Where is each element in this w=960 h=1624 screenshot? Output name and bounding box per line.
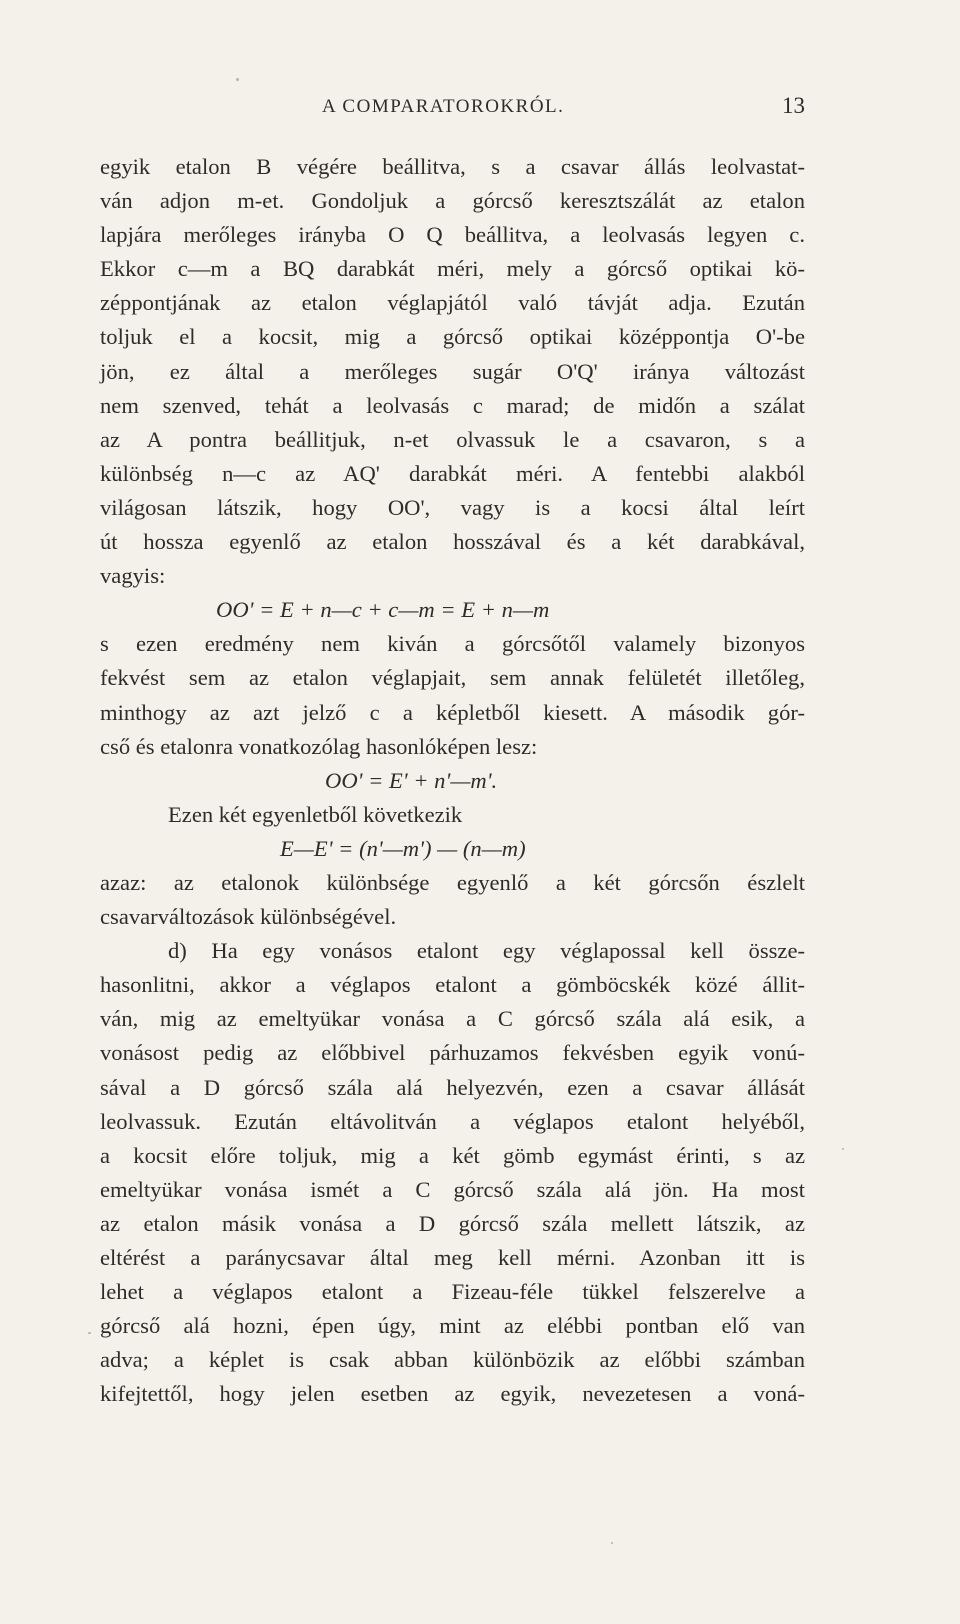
text-line: az etalon másik vonása a D górcső szála mellett látszik, az bbox=[100, 1210, 805, 1236]
running-title: A COMPARATOROKRÓL. bbox=[322, 96, 565, 117]
text-line: leolvassuk. Ezután eltávolitván a véglapos etalont helyéből, bbox=[100, 1108, 805, 1134]
text-line: lapjára merőleges irányba O Q beállitva, a leolvasás legyen c. bbox=[100, 222, 805, 248]
text-line: lehet a véglapos etalont a Fizeau-féle tükkel felszerelve a bbox=[100, 1279, 805, 1305]
text-line: jön, ez által a merőleges sugár O'Q' iránya változást bbox=[100, 358, 805, 384]
paper-speck bbox=[88, 1332, 91, 1334]
text-line: Ezen két egyenletből következik bbox=[168, 801, 463, 827]
text-line: vagyis: bbox=[100, 563, 166, 589]
text-line: adva; a képlet is csak abban különbözik az előbbi számban bbox=[100, 1347, 805, 1373]
text-line: az A pontra beállitjuk, n-et olvassuk le a csavaron, s a bbox=[100, 426, 805, 452]
text-line: út hossza egyenlő az etalon hosszával és a két darabkával, bbox=[100, 529, 805, 555]
text-line: Ekkor c—m a BQ darabkát méri, mely a górcső optikai kö- bbox=[100, 256, 805, 282]
text-line: minthogy az azt jelző c a képletből kiesett. A második gór- bbox=[100, 699, 805, 725]
text-line: s ezen eredmény nem kiván a górcsőtől valamely bizonyos bbox=[100, 631, 805, 657]
text-line: a kocsit előre toljuk, mig a két gömb egymást érinti, s az bbox=[100, 1142, 805, 1168]
equation: OO' = E' + n'—m'. bbox=[325, 767, 498, 793]
text-line: egyik etalon B végére beállitva, s a csavar állás leolvastat- bbox=[100, 154, 805, 179]
body-text bbox=[100, 150, 805, 1411]
equation: E—E' = (n'—m') — (n—m) bbox=[280, 835, 526, 861]
text-line: vonásost pedig az előbbivel párhuzamos fekvésben egyik vonú- bbox=[100, 1040, 805, 1066]
page-number: 13 bbox=[782, 93, 805, 118]
paper-speck bbox=[842, 1148, 844, 1150]
text-line: górcső alá hozni, épen úgy, mint az elébbi pontban elő van bbox=[100, 1313, 805, 1339]
text-line: világosan látszik, hogy OO', vagy is a kocsi által leírt bbox=[100, 494, 805, 520]
text-line: cső és etalonra vonatkozólag hasonlóképen lesz: bbox=[100, 733, 538, 759]
text-line: zéppontjának az etalon véglapjától való távját adja. Ezután bbox=[100, 290, 805, 316]
text-line: toljuk el a kocsit, mig a górcső optikai középpontja O'-be bbox=[100, 324, 805, 350]
text-line: fekvést sem az etalon véglapjait, sem annak felületét illetőleg, bbox=[100, 665, 805, 691]
text-line: azaz: az etalonok különbsége egyenlő a két górcsőn észlelt bbox=[100, 869, 805, 895]
text-line: eltérést a paránycsavar által meg kell mérni. Azonban itt is bbox=[100, 1245, 805, 1270]
text-line: ván adjon m-et. Gondoljuk a górcső keresztszálát az etalon bbox=[100, 188, 805, 214]
text-line: kifejtettől, hogy jelen esetben az egyik, nevezetesen a voná- bbox=[100, 1381, 805, 1407]
text-line: nem szenved, tehát a leolvasás c marad; de midőn a szálat bbox=[100, 392, 805, 418]
text-line: sával a D górcső szála alá helyezvén, ezen a csavar állását bbox=[100, 1074, 805, 1100]
paper-speck bbox=[611, 1542, 613, 1544]
paper-speck bbox=[236, 78, 239, 81]
text-line: csavarváltozások különbségével. bbox=[100, 904, 397, 930]
page-header bbox=[100, 93, 805, 126]
text-line: emeltyükar vonása ismét a C górcső szála alá jön. Ha most bbox=[100, 1176, 805, 1202]
paragraph-start-line: d) Ha egy vonásos etalont egy véglapossal kell össze- bbox=[168, 938, 805, 964]
text-line: különbség n—c az AQ' darabkát méri. A fentebbi alakból bbox=[100, 460, 805, 486]
equation: OO' = E + n—c + c—m = E + n—m bbox=[216, 597, 550, 623]
text-line: ván, mig az emeltyükar vonása a C górcső szála alá esik, a bbox=[100, 1006, 805, 1032]
text-line: hasonlitni, akkor a véglapos etalont a gömböcskék közé állit- bbox=[100, 972, 805, 998]
